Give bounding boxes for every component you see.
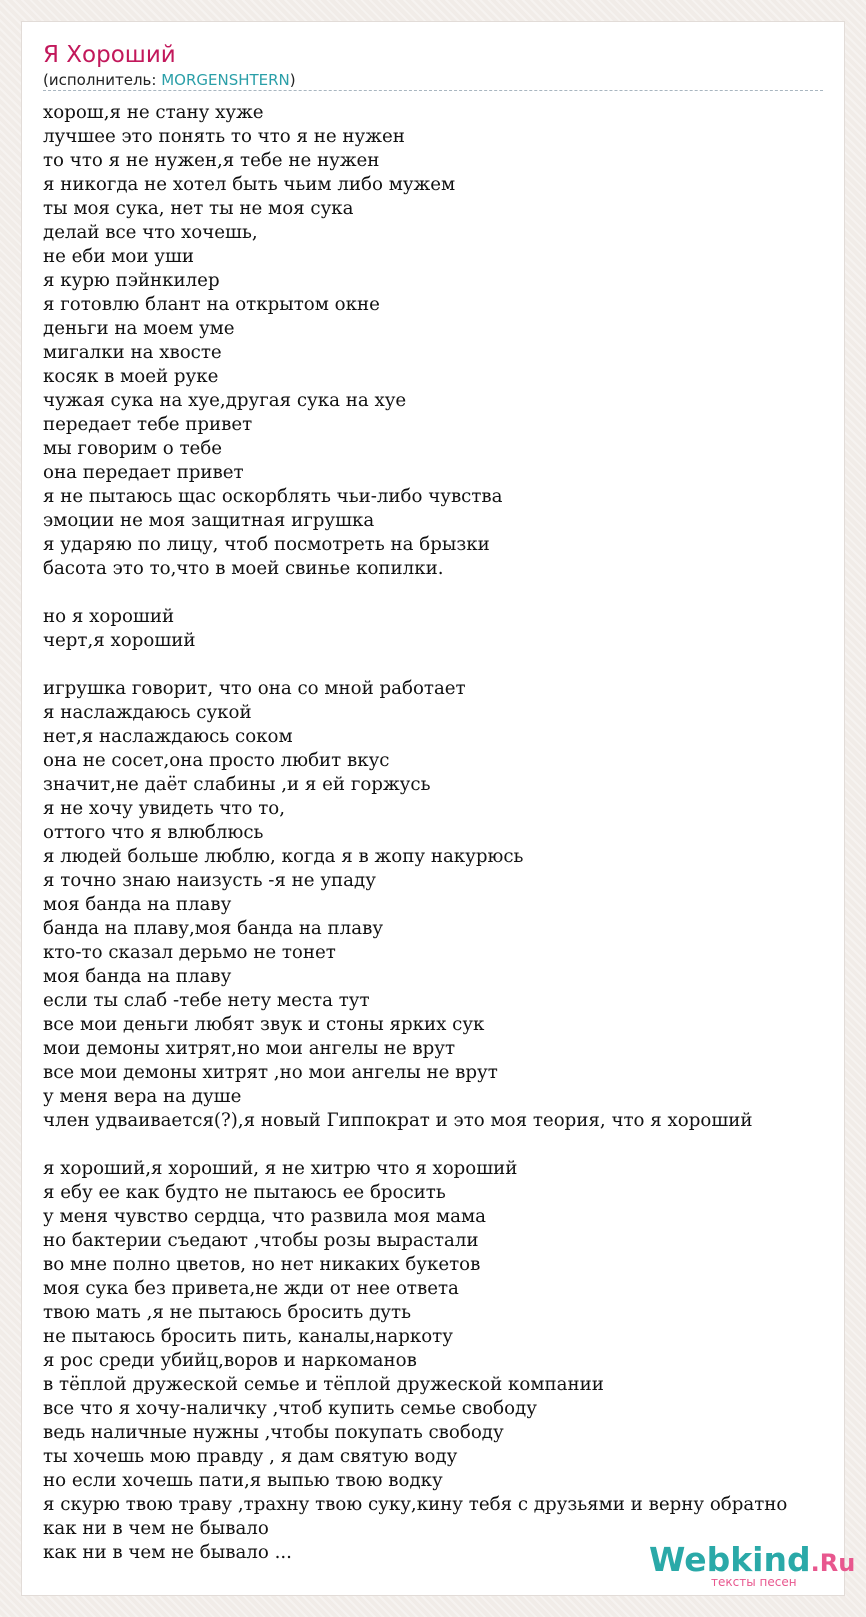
lyric-line: делай все что хочешь, (43, 222, 258, 243)
lyric-line: не еби мои уши (43, 246, 195, 267)
lyric-line: ты моя сука, нет ты не моя сука (43, 198, 354, 219)
lyric-line: игрушка говорит, что она со мной работает (43, 678, 466, 699)
lyric-line: во мне полно цветов, но нет никаких букетов (43, 1254, 481, 1275)
lyric-line: моя банда на плаву (43, 966, 232, 987)
lyric-line: не пытаюсь бросить пить, каналы,наркоту (43, 1326, 453, 1347)
lyric-line: если ты слаб -тебе нету места тут (43, 990, 370, 1011)
lyric-blank-line (43, 1133, 787, 1157)
lyric-line: у меня чувство сердца, что развила моя мама (43, 1206, 486, 1227)
lyric-line: мигалки на хвосте (43, 342, 222, 363)
lyric-line: кто-то сказал дерьмо не тонет (43, 942, 336, 963)
lyric-line: как ни в чем не бывало ... (43, 1542, 292, 1563)
lyric-line: хорош,я не стану хуже (43, 102, 264, 123)
lyric-line: я хороший,я хороший, я не хитрю что я хороший (43, 1158, 518, 1179)
lyric-line: у меня вера на душе (43, 1086, 242, 1107)
lyric-line: я людей больше люблю, когда я в жопу накурюсь (43, 846, 524, 867)
logo-tld-text: .Ru (810, 1549, 856, 1577)
lyric-line: я наслаждаюсь сукой (43, 702, 252, 723)
lyric-line: я не хочу увидеть что то, (43, 798, 286, 819)
artist-line (43, 70, 296, 90)
lyric-line: твою мать ,я не пытаюсь бросить дуть (43, 1302, 411, 1323)
lyric-line: я курю пэйнкилер (43, 270, 220, 291)
lyric-line: значит,не даёт слабины ,и я ей горжусь (43, 774, 431, 795)
lyric-line: моя банда на плаву (43, 894, 232, 915)
lyric-line: ты хочешь мою правду , я дам святую воду (43, 1446, 458, 1467)
title-divider (43, 90, 823, 91)
lyric-line: басота это то,что в моей свинье копилки. (43, 558, 444, 579)
lyric-line: она передает привет (43, 462, 244, 483)
lyric-line: все мои демоны хитрят ,но мои ангелы не врут (43, 1062, 498, 1083)
lyric-line: но бактерии съедают ,чтобы розы вырастали (43, 1230, 479, 1251)
artist-link[interactable]: MORGENSHTERN (161, 71, 290, 89)
lyric-line: член удваивается(?),я новый Гиппократ и это моя теория, что я хороший (43, 1110, 753, 1131)
lyric-line: то что я не нужен,я тебе не нужен (43, 150, 380, 171)
lyric-line: я ударяю по лицу, чтоб посмотреть на брызки (43, 534, 490, 555)
lyric-line: я никогда не хотел быть чьим либо мужем (43, 174, 456, 195)
lyric-line: эмоции не моя защитная игрушка (43, 510, 375, 531)
lyric-line: как ни в чем не бывало (43, 1518, 269, 1539)
lyric-line: банда на плаву,моя банда на плаву (43, 918, 384, 939)
lyric-line: в тёплой дружеской семье и тёплой дружеской компании (43, 1374, 604, 1395)
lyric-line: передает тебе привет (43, 414, 253, 435)
lyric-line: оттого что я влюблюсь (43, 822, 264, 843)
logo-tagline: тексты песен (711, 1575, 797, 1589)
lyric-line: лучшее это понять то что я не нужен (43, 126, 405, 147)
artist-prefix: (исполнитель: (43, 71, 162, 89)
lyric-line: я ебу ее как будто не пытаюсь ее бросить (43, 1182, 446, 1203)
lyric-line: косяк в моей руке (43, 366, 219, 387)
lyric-line: но если хочешь пати,я выпью твою водку (43, 1470, 443, 1491)
lyric-line: все мои деньги любят звук и стоны ярких сук (43, 1014, 485, 1035)
lyric-line: я рос среди убийц,воров и наркоманов (43, 1350, 417, 1371)
lyric-line: но я хороший (43, 606, 175, 627)
lyric-line: нет,я наслаждаюсь соком (43, 726, 293, 747)
lyric-line: я скурю твою траву ,трахну твою суку,кину тебя с друзьями и верну обратно (43, 1494, 788, 1515)
lyric-line: мои демоны хитрят,но мои ангелы не врут (43, 1038, 456, 1059)
lyric-line: чужая сука на хуе,другая сука на хуе (43, 390, 407, 411)
song-title: Я Хороший (43, 42, 176, 68)
lyric-blank-line (43, 581, 787, 605)
lyric-line: ведь наличные нужны ,чтобы покупать свободу (43, 1422, 504, 1443)
logo-main-text: Webkind (649, 1540, 811, 1579)
lyrics-text (43, 101, 787, 1565)
lyric-line: все что я хочу-наличку ,чтоб купить семье свободу (43, 1398, 537, 1419)
lyric-line: она не сосет,она просто любит вкус (43, 750, 390, 771)
lyrics-card (21, 21, 856, 1596)
lyric-line: моя сука без привета,не жди от нее ответа (43, 1278, 459, 1299)
lyric-line: я готовлю блант на открытом окне (43, 294, 380, 315)
lyric-line: деньги на моем уме (43, 318, 235, 339)
lyric-blank-line (43, 653, 787, 677)
lyric-line: я точно знаю наизусть -я не упаду (43, 870, 376, 891)
lyric-line: я не пытаюсь щас оскорблять чьи-либо чувства (43, 486, 503, 507)
lyric-line: мы говорим о тебе (43, 438, 223, 459)
artist-suffix: ) (289, 71, 296, 89)
lyric-line: черт,я хороший (43, 630, 196, 651)
